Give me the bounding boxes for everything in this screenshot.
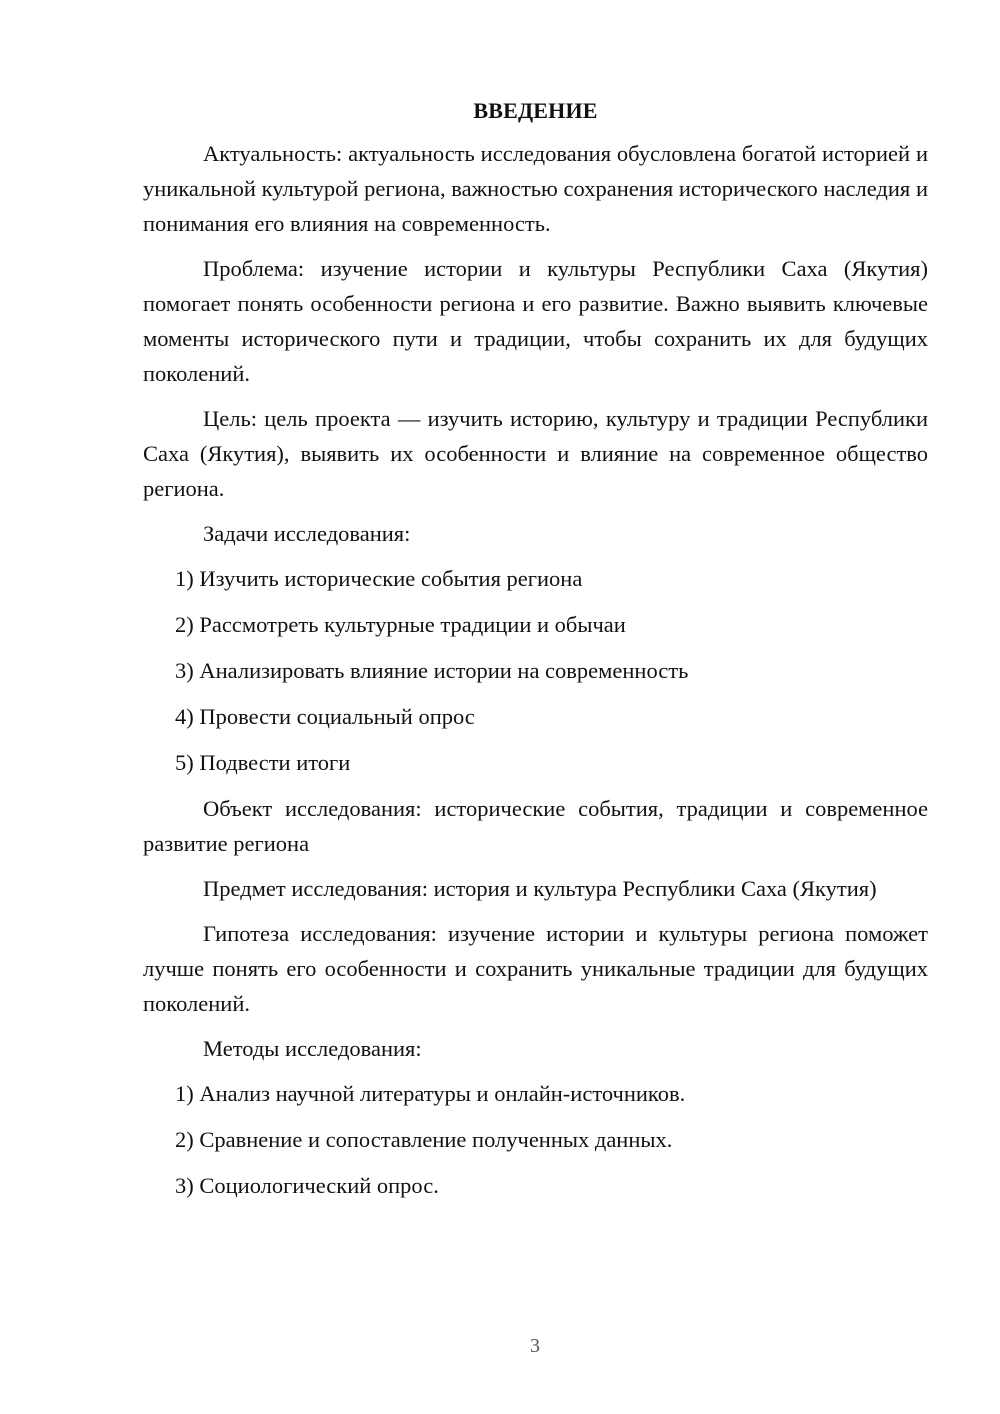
list-item: 5) Подвести итоги (175, 750, 351, 775)
paragraph-subject: Предмет исследования: история и культура Республики Саха (Якутия) (203, 876, 877, 901)
list-item: 2) Рассмотреть культурные традиции и обычаи (175, 612, 626, 637)
paragraph-object: Объект исследования: исторические события, традиции и современное развитие региона (143, 796, 928, 856)
methods-list (143, 1076, 928, 1214)
list-item: 3) Анализировать влияние истории на современность (175, 658, 689, 683)
list-item: 4) Провести социальный опрос (175, 704, 475, 729)
page-title: ВВЕДЕНИЕ (473, 98, 598, 123)
page-content (143, 96, 928, 1214)
tasks-title: Задачи исследования: (203, 521, 411, 546)
tasks-list (143, 561, 928, 791)
list-item: 2) Сравнение и сопоставление полученных данных. (175, 1127, 673, 1152)
list-item: 1) Изучить исторические события региона (175, 566, 583, 591)
page-number: 3 (530, 1335, 540, 1357)
list-item: 3) Социологический опрос. (175, 1173, 439, 1198)
paragraph-problem: Проблема: изучение истории и культуры Республики Саха (Якутия) помогает понять особенности региона и его развитие. Важно выявить ключевые моменты исторического пути и традиции, чтобы сохранить их для будущих поколений. (143, 256, 928, 386)
methods-title: Методы исследования: (203, 1036, 422, 1061)
paragraph-hypothesis: Гипотеза исследования: изучение истории и культуры региона поможет лучше понять его особенности и сохранить уникальные традиции для будущих поколений. (143, 921, 928, 1016)
list-item: 1) Анализ научной литературы и онлайн-источников. (175, 1081, 686, 1106)
paragraph-relevance: Актуальность: актуальность исследования обусловлена богатой историей и уникальной культурой региона, важностью сохранения исторического наследия и понимания его влияния на современность. (143, 141, 928, 236)
paragraph-goal: Цель: цель проекта — изучить историю, культуру и традиции Республики Саха (Якутия), выявить их особенности и влияние на современное общество региона. (143, 406, 928, 501)
